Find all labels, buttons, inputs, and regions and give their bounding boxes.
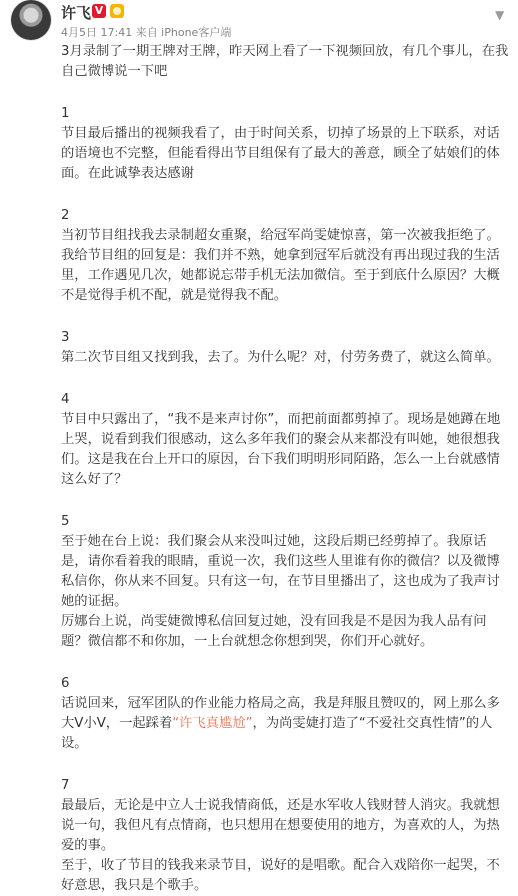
section-number: 2 bbox=[61, 208, 70, 223]
section-text: 至于她在台上说：我们聚会从来没叫过她，这段后期已经剪掉了。我原话是，请你看着我的眼睛，重说一次，我们这些人里谁有你的微信？以及微博私信你，你从来不回复。只有这一句，在节目里播出了，这也成为了我声讨她的证据。 厉娜台上说，尚雯婕微博私信回复过她，没有回我是不是因为我人品有问题？微信都不和你加，一上台就想念你想到哭，你们开心就好。 bbox=[61, 534, 500, 649]
post-intro: 3月录制了一期王牌对王牌，昨天网上看了一下视频回放，有几个事儿，在我自己微博说一下吧 bbox=[61, 44, 509, 79]
section-1 bbox=[61, 104, 511, 184]
section-text: 节目中只露出了，“我不是来声讨你”，而把前面都剪掉了。现场是她蹲在地上哭，说看到我们很感动，这么多年我们的聚会从来都没有叫她，她很想我们。这是我在台上开口的原因，台下我们明明形同陌路，怎么一上台就感情这么好了？ bbox=[61, 412, 501, 487]
section-2 bbox=[61, 206, 511, 306]
section-5 bbox=[61, 512, 511, 652]
section-text: 节目最后播出的视频我看了，由于时间关系，切掉了场景的上下联系，对话的语境也不完整，但能看得出节目组保有了最大的善意，顾全了姑娘们的体面。在此诚挚表达感谢 bbox=[61, 126, 500, 181]
section-number: 1 bbox=[61, 106, 70, 121]
section-7 bbox=[61, 776, 511, 896]
section-text: 第二次节目组又找到我，去了。为什么呢？对，付劳务费了，就这么简单。 bbox=[61, 350, 500, 365]
section-3 bbox=[61, 328, 511, 368]
section-number: 7 bbox=[61, 778, 70, 793]
section-number: 3 bbox=[61, 330, 70, 345]
section-6 bbox=[61, 674, 511, 754]
section-number: 6 bbox=[61, 676, 70, 691]
post-meta: 4月5日 17:41 来自 iPhone客户端 bbox=[61, 26, 232, 39]
section-text: 当初节目组找我去录制超女重聚，给冠军尚雯婕惊喜，第一次被我拒绝了。我给节目组的回复是：我们并不熟，她拿到冠军后就没有再出现过我的生活里，工作遇见几次，她都说忘带手机无法加微信。至于到底什么原因？大概不是觉得手机不配，就是觉得我不配。 bbox=[61, 228, 500, 303]
chevron-down-icon[interactable]: ▼ bbox=[495, 8, 505, 22]
topic-link[interactable]: “许飞真尴尬” bbox=[172, 716, 253, 731]
verified-badge-icon: V bbox=[92, 4, 106, 18]
section-number: 5 bbox=[61, 514, 70, 529]
section-4 bbox=[61, 390, 511, 490]
section-text: ，为尚雯婕打造了“不爱社交真性情”的人设。 bbox=[61, 716, 493, 751]
crown-badge-icon bbox=[110, 4, 124, 18]
avatar[interactable] bbox=[11, 0, 51, 40]
section-text: 最最后，无论是中立人士说我情商低，还是水军收人钱财替人消灾。我就想说一句，我但凡有点情商，也只想用在想要使用的地方，为喜欢的人，为热爱的事。 至于，收了节目的钱我来录节目，说好的是唱歌。配合入戏陪你一起哭，不好意思，我只是个歌手。 bbox=[61, 798, 500, 893]
author-name[interactable]: 许飞 bbox=[61, 4, 92, 22]
post-content bbox=[61, 42, 511, 896]
section-text: 话说回来，冠军团队的作业能力格局之高，我是拜服且赞叹的，网上那么多大V小V，一起踩着 bbox=[61, 696, 500, 731]
post-header bbox=[0, 0, 518, 48]
section-number: 4 bbox=[61, 392, 70, 407]
